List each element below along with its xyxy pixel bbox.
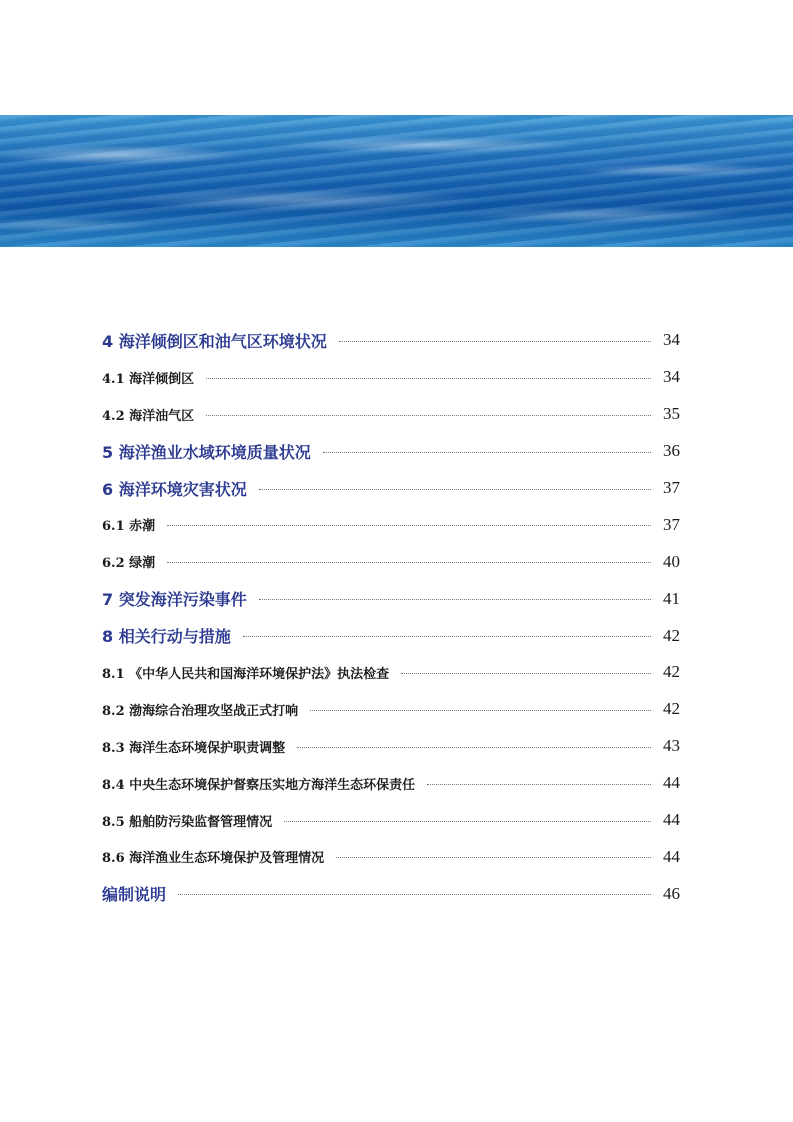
toc-page-number: 34 (663, 367, 680, 387)
toc-entry[interactable] (102, 875, 680, 912)
toc-dot-leader (284, 821, 651, 822)
toc-dot-leader (401, 673, 651, 674)
toc-page-number: 34 (663, 330, 680, 350)
toc-entry[interactable] (102, 580, 680, 617)
toc-entry-title: 4.1 海洋倾倒区 (102, 371, 195, 387)
toc-entry[interactable] (102, 617, 680, 654)
toc-page-number: 42 (663, 699, 680, 719)
toc-dot-leader (427, 784, 651, 785)
toc-dot-leader (206, 415, 651, 416)
toc-entry[interactable] (102, 654, 680, 691)
toc-entry-title: 6 海洋环境灾害状况 (102, 479, 247, 499)
toc-entry[interactable] (102, 359, 680, 396)
toc-entry-title: 8.5 船舶防污染监督管理情况 (102, 814, 273, 830)
toc-entry[interactable] (102, 728, 680, 765)
toc-dot-leader (167, 525, 651, 526)
toc-dot-leader (178, 894, 651, 895)
toc-entry[interactable] (102, 433, 680, 470)
toc-entry-title: 8 相关行动与措施 (102, 627, 231, 647)
toc-entry[interactable] (102, 506, 680, 543)
toc-page-number: 40 (663, 551, 680, 571)
toc-dot-leader (167, 562, 651, 563)
toc-entry-title: 8.6 海洋渔业生态环境保护及管理情况 (102, 851, 325, 867)
ocean-banner-image (0, 115, 793, 247)
toc-entry[interactable] (102, 470, 680, 507)
toc-page-number: 44 (663, 846, 680, 866)
toc-page-number: 37 (663, 514, 680, 534)
toc-page-number: 43 (663, 736, 680, 756)
toc-entry-title: 4 海洋倾倒区和油气区环境状况 (102, 331, 327, 351)
toc-page-number: 42 (663, 625, 680, 645)
toc-entry[interactable] (102, 322, 680, 359)
toc-entry-title: 7 突发海洋污染事件 (102, 590, 247, 610)
toc-page-number: 36 (663, 441, 680, 461)
toc-entry[interactable] (102, 396, 680, 433)
toc-dot-leader (297, 747, 651, 748)
toc-entry-title: 4.2 海洋油气区 (102, 408, 195, 424)
toc-entry-title: 5 海洋渔业水域环境质量状况 (102, 442, 311, 462)
toc-page-number: 41 (663, 588, 680, 608)
toc-dot-leader (323, 452, 651, 453)
toc-dot-leader (259, 599, 651, 600)
toc-entry-title: 8.3 海洋生态环境保护职责调整 (102, 740, 286, 756)
toc-page-number: 35 (663, 404, 680, 424)
toc-dot-leader (243, 636, 651, 637)
table-of-contents (102, 322, 680, 912)
toc-entry-title: 8.2 渤海综合治理攻坚战正式打响 (102, 703, 299, 719)
toc-page-number: 46 (663, 883, 680, 903)
toc-page-number: 37 (663, 478, 680, 497)
toc-dot-leader (310, 710, 651, 711)
toc-entry-title: 8.4 中央生态环境保护督察压实地方海洋生态环保责任 (102, 777, 416, 793)
toc-entry[interactable] (102, 765, 680, 802)
toc-dot-leader (206, 378, 651, 379)
toc-dot-leader (336, 857, 651, 858)
toc-entry[interactable] (102, 838, 680, 875)
toc-entry[interactable] (102, 802, 680, 839)
toc-page-number: 42 (663, 662, 680, 682)
toc-dot-leader (259, 489, 651, 490)
toc-entry-title: 6.1 赤潮 (102, 519, 156, 535)
toc-entry-title: 6.2 绿潮 (102, 556, 156, 572)
toc-page-number: 44 (663, 810, 680, 830)
toc-entry[interactable] (102, 691, 680, 728)
toc-page-number: 44 (663, 773, 680, 793)
toc-entry-title: 编制说明 (102, 885, 167, 905)
toc-entry-title: 8.1 《中华人民共和国海洋环境保护法》执法检查 (102, 666, 390, 682)
toc-entry[interactable] (102, 543, 680, 580)
toc-dot-leader (339, 341, 651, 342)
